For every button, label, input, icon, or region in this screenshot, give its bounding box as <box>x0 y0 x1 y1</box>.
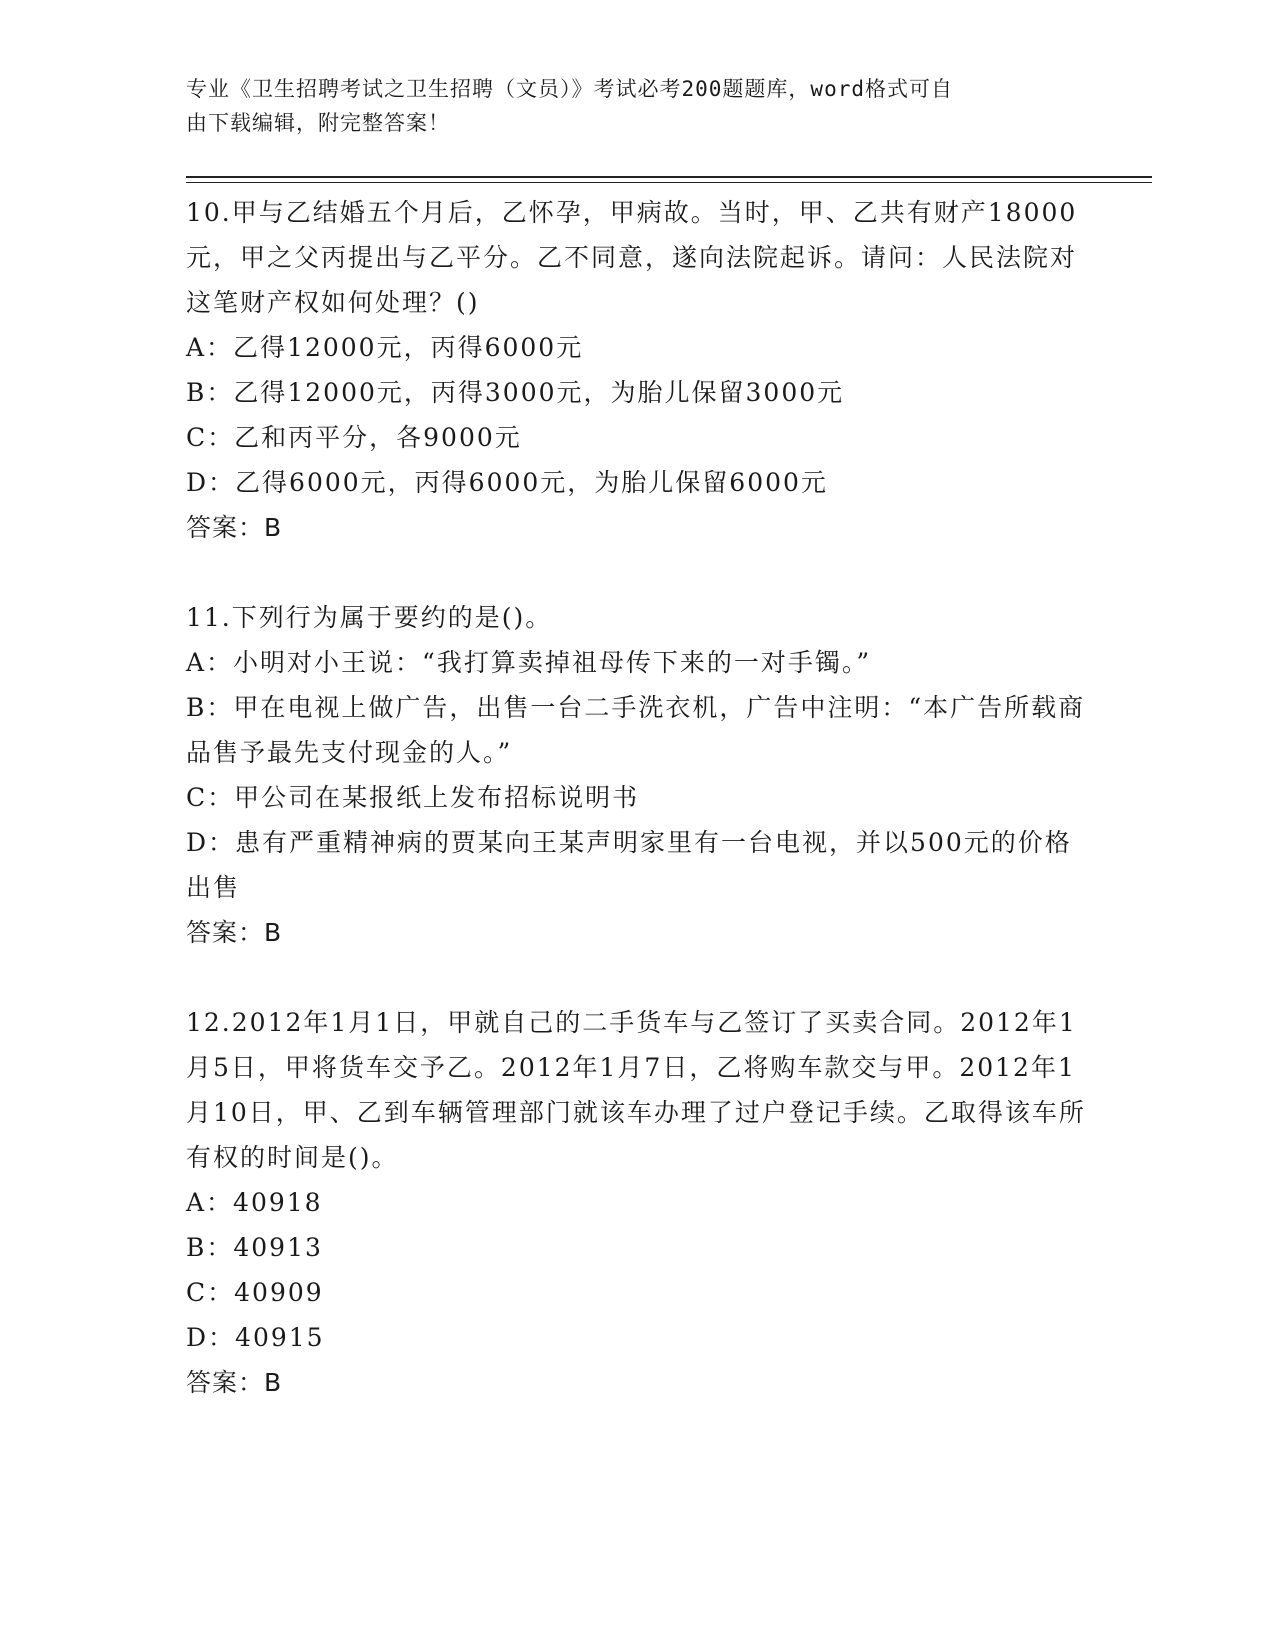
option-d: D：40915 <box>186 1323 325 1352</box>
option-d: D：患有严重精神病的贾某向王某声明家里有一台电视，并以500元的价格出售 <box>186 828 1072 902</box>
question-11 <box>186 595 1086 955</box>
option-d: D：乙得6000元，丙得6000元，为胎儿保留6000元 <box>186 468 828 497</box>
header-line-2: 由下载编辑，附完整答案！ <box>186 111 450 135</box>
answer-line: 答案：B <box>186 1368 283 1397</box>
header-divider-thick <box>186 176 1152 178</box>
question-list <box>186 190 1086 1450</box>
answer-line: 答案：B <box>186 918 283 947</box>
question-text: 11.下列行为属于要约的是()。 <box>186 603 553 632</box>
header-divider-thin <box>186 182 1152 183</box>
option-c: C：甲公司在某报纸上发布招标说明书 <box>186 783 640 812</box>
option-a: A：小明对小王说：“我打算卖掉祖母传下来的一对手镯。” <box>186 648 872 677</box>
option-a: A：40918 <box>186 1188 323 1217</box>
header-line-1: 专业《卫生招聘考试之卫生招聘（文员）》考试必考200题题库，word格式可自 <box>186 77 953 101</box>
option-b: B：甲在电视上做广告，出售一台二手洗衣机，广告中注明：“本广告所载商品售予最先支付现金的人。” <box>186 693 1086 767</box>
answer-line: 答案：B <box>186 513 283 542</box>
option-b: B：40913 <box>186 1233 323 1262</box>
question-text: 12.2012年1月1日，甲就自己的二手货车与乙签订了买卖合同。2012年1月5日，甲将货车交予乙。2012年1月7日，乙将购车款交与甲。2012年1月10日，甲、乙到车辆管理部门就该车办理了过户登记手续。乙取得该车所有权的时间是()。 <box>186 1008 1086 1172</box>
option-b: B：乙得12000元，丙得3000元，为胎儿保留3000元 <box>186 378 845 407</box>
question-12 <box>186 1000 1086 1405</box>
document-header <box>186 72 1066 140</box>
option-a: A：乙得12000元，丙得6000元 <box>186 333 584 362</box>
question-text: 10.甲与乙结婚五个月后，乙怀孕，甲病故。当时，甲、乙共有财产18000元，甲之父丙提出与乙平分。乙不同意，遂向法院起诉。请问：人民法院对这笔财产权如何处理？() <box>186 198 1078 317</box>
question-10 <box>186 190 1086 550</box>
option-c: C：40909 <box>186 1278 324 1307</box>
option-c: C：乙和丙平分，各9000元 <box>186 423 522 452</box>
